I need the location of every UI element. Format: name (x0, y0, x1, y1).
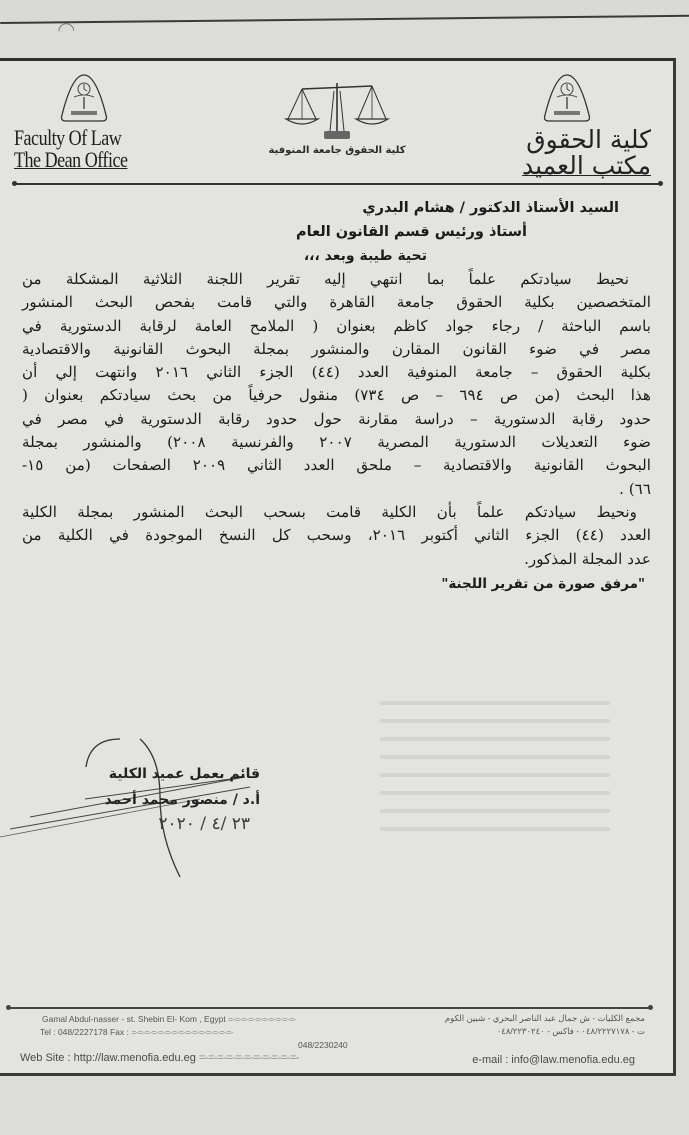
faculty-name-english: Faculty Of Law (14, 125, 122, 150)
office-name-arabic: مكتب العميد (522, 151, 651, 180)
bleed-through-text (380, 701, 610, 845)
body-line: مصر في ضوء القانون المقارن والمنشور بمجلة البحوث القانونية والاقتصادية (22, 339, 651, 358)
scales-of-justice-icon (262, 81, 412, 147)
body-line: ضوء التعديلات الدستورية المصرية ٢٠٠٧ والفرنسية ٢٠٠٨) والمنشور بمجلة (22, 433, 652, 452)
fax-number: 048/2230240 (298, 1040, 348, 1050)
address-english-text: Gamal Abdul-nasser - st. Shebin El- Kom , Egypt (42, 1014, 226, 1024)
office-name-english: The Dean Office (14, 147, 128, 172)
body-line: العدد (٤٤) الجزء الثاني أكتوبر ٢٠١٦، وسحب كل النسخ الموجودة في الكلية من (22, 526, 651, 545)
letterhead-divider (14, 183, 661, 185)
body-line: بكلية الحقوق – جامعة المنوفية العدد (٤٤) الجزء الثاني ٢٠١٦ وانتهت إلي أن (22, 363, 651, 382)
signature-block (40, 761, 260, 835)
letter-page (0, 58, 676, 1076)
greeting: تحية طيبة وبعد ،،، (303, 248, 427, 264)
footer-divider (8, 1007, 651, 1009)
letterhead-arabic (501, 73, 651, 179)
body-line: ٦٦) . (619, 479, 651, 498)
body-line: باسم الباحثة / رجاء جواد كاظم بعنوان ( الملامح العامة لرقابة الدستورية في (22, 316, 651, 335)
phone-english-text: Tel : 048/2227178 Fax : (40, 1027, 129, 1037)
body-line: عدد المجلة المذكور. (524, 549, 651, 568)
faculty-name-arabic: كلية الحقوق (526, 125, 651, 154)
address-arabic: مجمع الكليات - ش جمال عبد الناصر البحري - شبين الكوم (444, 1013, 645, 1023)
attachment-note: "مرفق صورة من تقرير اللجنة" (441, 575, 645, 592)
body-line: هذا البحث (من ص ٦٩٤ – ص ٧٣٤) منقول حرفياً من بحث سيادتكم بعنوان ( (22, 386, 651, 405)
address-english: Gamal Abdul-nasser - st. Shebin El- Kom , Egypt =-=-=-=-=-=-=-=-=-=- (42, 1014, 297, 1024)
letterhead-english (14, 73, 174, 171)
body-line: حدود رقابة الدستورية – دراسة مقارنة حول حدود رقابة الدستورية في مصر في (22, 409, 651, 428)
signatory-name: أ.د / منصور محمد أحمد (104, 792, 260, 808)
phone-arabic: ت - ٠٤٨/٢٢٢٧١٧٨ - فاكس - ٠٤٨/٢٢٣٠٢٤٠ (496, 1026, 645, 1036)
website-text[interactable]: Web Site : http://law.menofia.edu.eg (20, 1052, 196, 1064)
punch-hole-icon (58, 23, 74, 31)
website-link[interactable]: Web Site : http://law.menofia.edu.eg =-=-=-=-=-=-=-=-=-=-=- (20, 1052, 299, 1064)
recipient-name: السيد الأستاذ الدكتور / هشام البدري (362, 200, 619, 216)
body-line: المتخصصين بكلية الحقوق جامعة القاهرة والتي قامت بفحص البحث المنشور (22, 293, 651, 312)
body-line: ونحيط سيادتكم علماً بأن الكلية قامت بسحب البحث المنشور بمجلة الكلية (22, 502, 637, 521)
phone-english: Tel : 048/2227178 Fax : =-=-=-=-=-=-=-=-=-=-=-=-=-=-=- (40, 1027, 234, 1037)
handwritten-date: ٢٣ /٤ / ٢٠٢٠ (158, 814, 250, 834)
email-link[interactable]: e-mail : info@law.menofia.edu.eg (472, 1054, 635, 1066)
letterhead (0, 61, 673, 186)
university-logo-icon (58, 73, 174, 127)
seal-caption: كلية الحقوق جامعة المنوفية (268, 145, 406, 156)
letterhead-seal (262, 81, 412, 156)
body-line: البحوث القانونية والاقتصادية – ملحق العدد الثاني ٢٠٠٩ الصفحات (من ١٥- (22, 456, 651, 475)
recipient-block (22, 196, 651, 268)
paragraph-2 (22, 501, 651, 571)
university-logo-icon (541, 73, 593, 127)
underlying-page-edge (0, 0, 689, 24)
letter-content (0, 196, 673, 592)
signatory-title: قائم بعمل عميد الكلية (108, 766, 260, 782)
paragraph-1 (22, 268, 651, 501)
body-line: نحيط سيادتكم علماً بما انتهي إليه تقرير اللجنة الثلاثية المشكلة من (22, 270, 629, 288)
recipient-title: أستاذ ورئيس قسم القانون العام (296, 224, 527, 240)
